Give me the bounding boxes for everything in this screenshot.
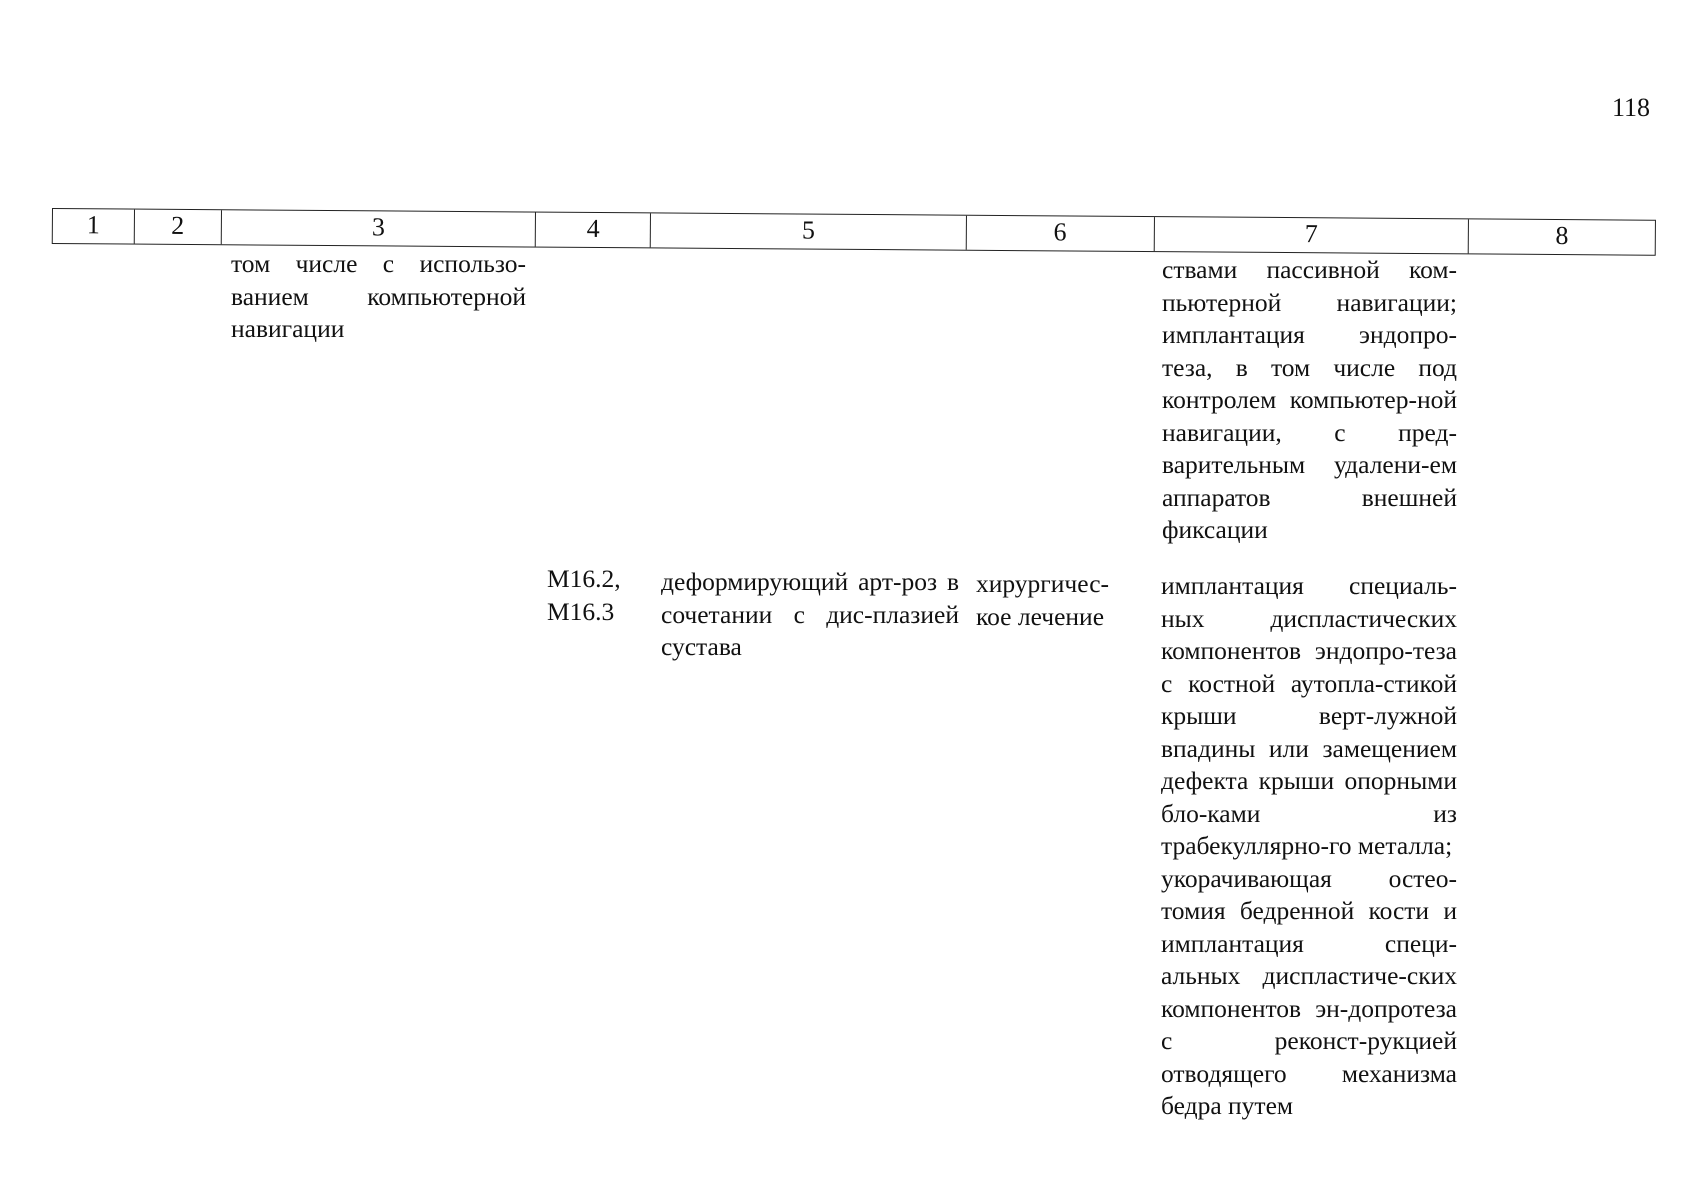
treatment-method-part-2: укорачивающая остео-томия бедренной кости и имплантация специ-альных диспластиче-ских компонентов эн-допротеза с реконст-рукцией отводящего механизма бедра путем	[1161, 863, 1457, 1120]
page-number: 118	[1611, 93, 1650, 122]
continued-treatment-method: ствами пассивной ком-пьютерной навигации; имплантация эндопро-теза, в том числе под контролем компьютер-ной навигации, с пред-варительным удалени-ем аппаратов внешней фиксации	[1162, 255, 1457, 544]
column-number-7: 7	[1154, 217, 1469, 253]
treatment-type: хирургичес-кое лечение	[976, 569, 1110, 631]
column-number-5: 5	[651, 213, 967, 249]
treatment-method	[1161, 570, 1457, 1123]
column-number-6: 6	[967, 216, 1155, 251]
column-number-3: 3	[222, 210, 537, 246]
continued-method-name: том числе с использо-ванием компьютерной навигации	[231, 249, 526, 343]
icd-codes: M16.2, M16.3	[547, 564, 621, 626]
treatment-method-part-1: имплантация специаль-ных диспластических компонентов эндопро-теза с костной аутопла-стикой крыши верт-лужной впадины или замещением дефекта крыши опорными бло-ками из трабекуллярно-го металла;	[1161, 571, 1457, 860]
diagnosis-text: деформирующий арт-роз в сочетании с дис-плазией сустава	[661, 567, 959, 661]
column-number-8: 8	[1555, 221, 1569, 251]
column-number-2: 2	[135, 210, 222, 245]
column-number-1: 1	[53, 209, 135, 244]
column-number-4: 4	[536, 213, 651, 248]
